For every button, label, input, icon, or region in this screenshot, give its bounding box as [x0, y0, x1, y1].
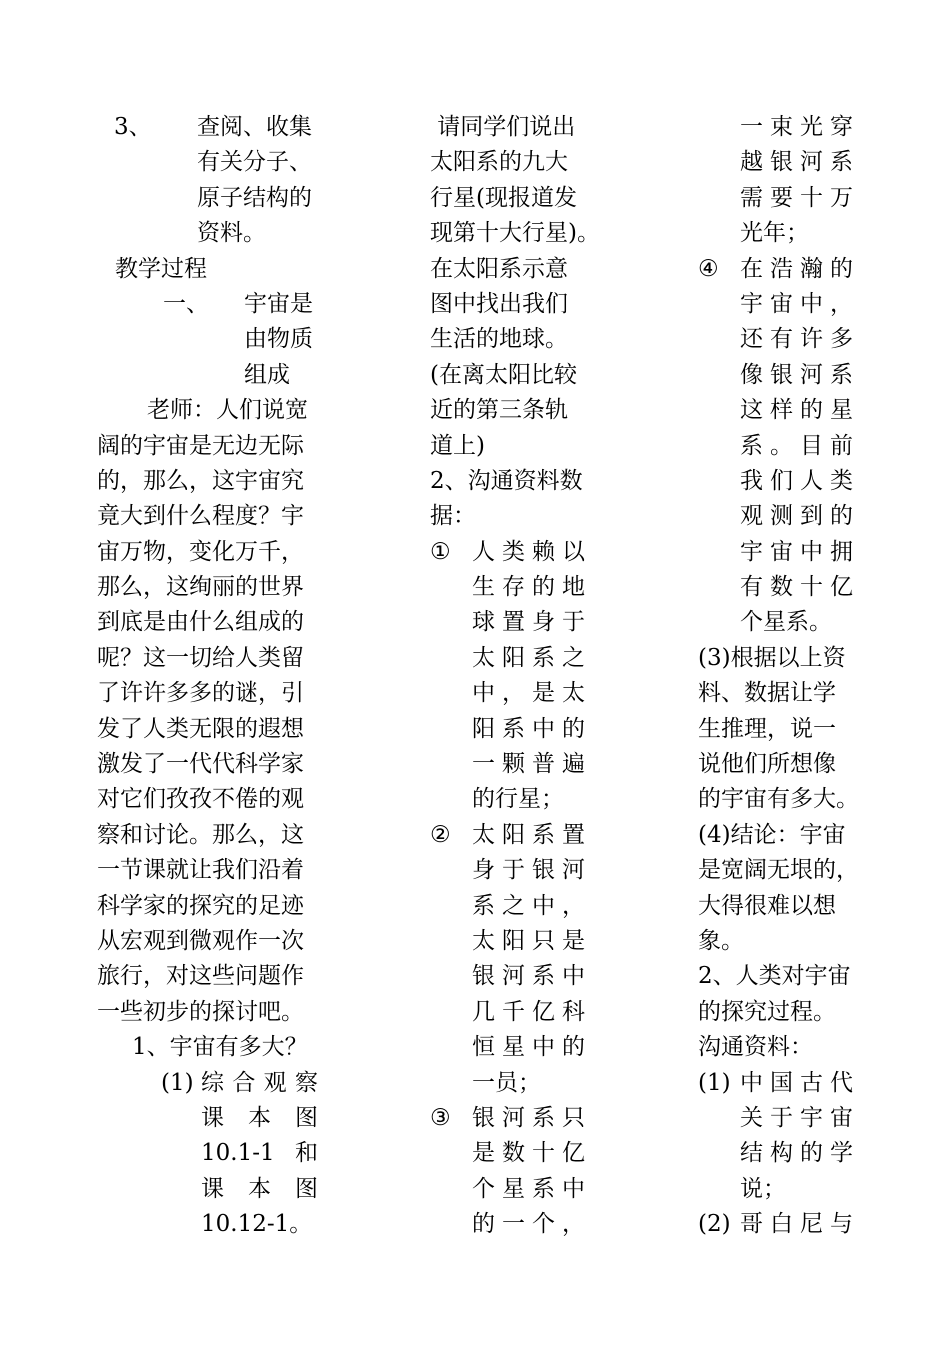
list-number: ③: [430, 1104, 451, 1131]
text-line: 的，那么，这宇宙究: [97, 467, 304, 494]
text-line: 是数十亿: [472, 1140, 585, 1167]
text-line: 银河系中: [472, 963, 585, 990]
text-line: 太阳系的九大: [430, 149, 568, 176]
text-line: 宙万物，变化万千，: [97, 538, 304, 565]
text-line: 的宇宙有多大。: [698, 786, 859, 813]
text-line: 身于银河: [472, 857, 585, 884]
text-line: 宇宙中拥: [740, 538, 853, 565]
subheading: 1、宇宙有多大？: [132, 1034, 308, 1061]
text-line: 这样的星: [740, 397, 853, 424]
text-line: 需要十万: [740, 184, 853, 211]
text-line: 象。: [698, 927, 744, 954]
text-line: 查阅、收集: [197, 114, 312, 140]
text-line: 说；: [740, 1175, 786, 1202]
text-line: 据：: [430, 503, 476, 530]
paragraph: [97, 393, 322, 1030]
text-line: 图中找出我们: [430, 290, 568, 317]
text-line: 哥白尼与: [740, 1211, 853, 1238]
text-line: 课 本 图: [201, 1104, 318, 1131]
text-line: 观测到的: [740, 503, 853, 530]
text-line: 科学家的探究的足迹: [97, 892, 304, 919]
text-line: 2、沟通资料数: [430, 467, 583, 494]
text-line: 有数十亿: [740, 574, 853, 601]
text-line: 中国古代: [740, 1069, 853, 1096]
text-line: 10.12-1。: [201, 1211, 313, 1238]
text-line: 太阳只是: [472, 927, 585, 954]
text-line: 中，是太: [472, 680, 585, 707]
list-item-3: [97, 110, 322, 252]
text-line: 个星系。: [740, 609, 832, 636]
text-line: 生推理，说一: [698, 715, 836, 742]
list-item-circled-1: [430, 535, 585, 818]
text-line: 老师：人们说宽: [147, 397, 308, 424]
section-heading: 教学过程: [115, 255, 207, 282]
paragraph: [430, 110, 600, 535]
text-line: 激发了一代代科学家: [97, 751, 304, 778]
text-line: 一束光穿: [740, 114, 853, 140]
list-number: ①: [430, 538, 451, 565]
text-line: 综合观察: [201, 1069, 318, 1096]
text-line: 几千亿科: [472, 998, 585, 1025]
text-line: 是宽阔无垠的，: [698, 857, 859, 884]
text-line: 的一个，: [472, 1211, 585, 1238]
section-1: [97, 287, 322, 393]
list-item-circled-4: [698, 252, 853, 641]
list-number: (2): [698, 1211, 731, 1238]
text-line: 阳系中的: [472, 715, 585, 742]
list-item-paren-2: [698, 1207, 853, 1242]
text-line: 太阳系置: [472, 821, 585, 848]
text-line: (在离太阳比较: [430, 361, 577, 388]
text-line: 的探究过程。: [698, 998, 836, 1025]
continued-item: [698, 110, 853, 252]
text-line: 发了人类无限的遐想: [97, 715, 304, 742]
text-line: 10.1-1 和: [201, 1140, 318, 1167]
text-line: 在浩瀚的: [740, 255, 853, 282]
text-line: 宇宙是: [244, 290, 313, 317]
text-line: 竟大到什么程度？宇: [97, 503, 304, 530]
text-line: 旅行，对这些问题作: [97, 963, 304, 990]
text-line: 太阳系之: [472, 644, 585, 671]
list-item-paren-1: [698, 1066, 853, 1208]
text-line: 一颗普遍: [472, 751, 585, 778]
text-line: 原子结构的: [197, 184, 312, 211]
list-number: ②: [430, 821, 451, 848]
text-line: 关于宇宙: [740, 1104, 853, 1131]
text-line: 察和讨论。那么，这: [97, 821, 304, 848]
list-number: (1): [161, 1069, 194, 1096]
section-number: 一、: [163, 290, 209, 317]
text-line: 道上): [430, 432, 485, 459]
list-number: 3、: [114, 114, 152, 140]
text-line: 了许许多多的谜，引: [97, 680, 304, 707]
text-line: 说他们所想像: [698, 751, 836, 778]
text-line: 近的第三条轨: [430, 397, 568, 424]
text-line: 行星(现报道发: [430, 184, 577, 211]
text-line: 的行星；: [472, 786, 564, 813]
text-line: 对它们孜孜不倦的观: [97, 786, 304, 813]
text-line: 到底是由什么组成的: [97, 609, 304, 636]
text-line: 现第十大行星)。: [430, 220, 600, 247]
text-line: 资料。: [197, 220, 266, 247]
text-line: 生存的地: [472, 574, 585, 601]
text-line: 系。目前: [740, 432, 853, 459]
column-2: [430, 110, 600, 1243]
list-number: (1): [698, 1069, 731, 1096]
list-item-1: [97, 1066, 318, 1243]
text-line: 沟通资料：: [698, 1034, 813, 1061]
list-item-circled-2: [430, 818, 585, 1101]
text-line: (3)根据以上资: [698, 644, 846, 671]
text-line: 阔的宇宙是无边无际: [97, 432, 304, 459]
paragraph: [698, 641, 868, 1066]
text-line: 系之中，: [472, 892, 585, 919]
text-line: 还有许多: [740, 326, 853, 353]
text-line: 从宏观到微观作一次: [97, 927, 304, 954]
text-line: 生活的地球。: [430, 326, 568, 353]
text-line: 我们人类: [740, 467, 853, 494]
text-line: 呢？这一切给人类留: [97, 644, 304, 671]
text-line: 光年；: [740, 220, 809, 247]
text-line: 球置身于: [472, 609, 585, 636]
text-line: 2、人类对宇宙: [698, 963, 851, 990]
text-line: 宇宙中，: [740, 290, 853, 317]
list-number: ④: [698, 255, 719, 282]
text-line: 越银河系: [740, 149, 853, 176]
text-line: 一员；: [472, 1069, 541, 1096]
text-line: 银河系只: [472, 1104, 585, 1131]
text-line: 一些初步的探讨吧。: [97, 998, 304, 1025]
text-line: 组成: [244, 361, 290, 388]
text-line: 大得很难以想: [698, 892, 836, 919]
text-line: 料、数据让学: [698, 680, 836, 707]
column-3: [698, 110, 868, 1243]
text-line: 一节课就让我们沿着: [97, 857, 304, 884]
column-1: [97, 110, 322, 1243]
text-line: 请同学们说出: [430, 114, 576, 140]
text-line: 课 本 图: [201, 1175, 318, 1202]
text-line: 由物质: [244, 326, 313, 353]
list-item-circled-3: [430, 1101, 585, 1243]
text-line: 恒星中的: [472, 1034, 585, 1061]
text-line: 个星系中: [472, 1175, 585, 1202]
text-line: 在太阳系示意: [430, 255, 568, 282]
text-line: 有关分子、: [197, 149, 312, 176]
text-line: 结构的学: [740, 1140, 853, 1167]
text-line: 那么，这绚丽的世界: [97, 574, 304, 601]
text-line: (4)结论：宇宙: [698, 821, 846, 848]
text-line: 像银河系: [740, 361, 853, 388]
text-line: 人类赖以: [472, 538, 585, 565]
